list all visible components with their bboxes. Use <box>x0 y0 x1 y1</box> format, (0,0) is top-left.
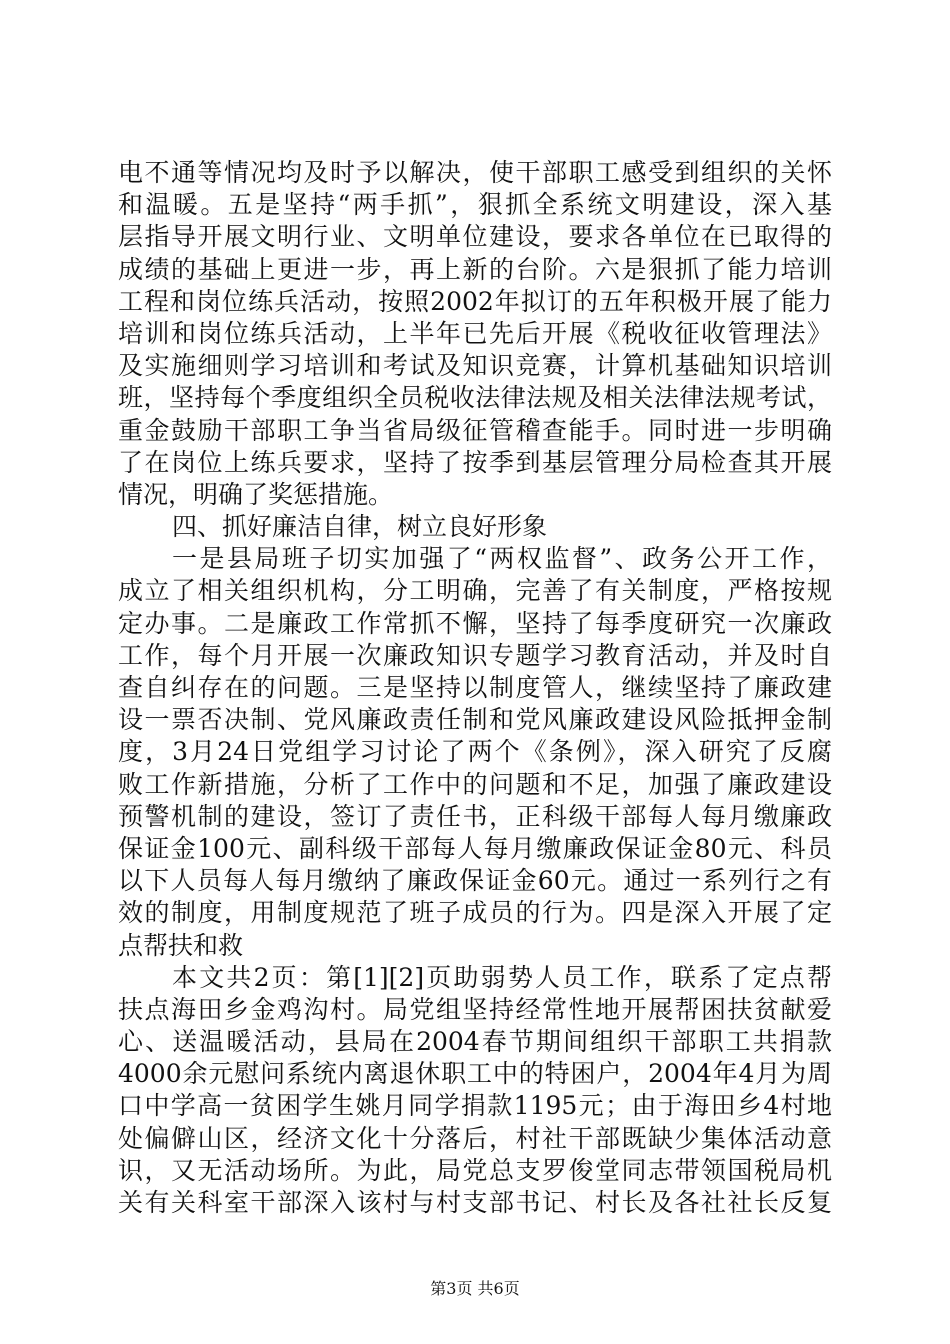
text-line: 班，坚持每个季度组织全员税收法律法规及相关法律法规考试， <box>118 383 832 413</box>
text-line: 保证金100元、副科级干部每人每月缴廉政保证金80元、科员 <box>118 833 832 863</box>
text-line: 培训和岗位练兵活动，上半年已先后开展《税收征收管理法》 <box>118 318 832 348</box>
text-line: 扶点海田乡金鸡沟村。局党组坚持经常性地开展帮困扶贫献爱 <box>118 994 832 1024</box>
text-line: 工程和岗位练兵活动，按照2002年拟订的五年积极开展了能力 <box>118 286 832 316</box>
text-line: 了在岗位上练兵要求，坚持了按季到基层管理分局检查其开展 <box>118 447 832 477</box>
text-line: 关有关科室干部深入该村与村支部书记、村长及各社社长反复 <box>118 1188 832 1217</box>
text-line: 点帮扶和救 <box>118 930 244 960</box>
text-line: 查自纠存在的问题。三是坚持以制度管人，继续坚持了廉政建 <box>118 673 832 702</box>
text-line: 设一票否决制、党风廉政责任制和党风廉政建设风险抵押金制 <box>118 705 832 735</box>
text-line: 度，3月24日党组学习讨论了两个《条例》，深入研究了反腐 <box>118 737 832 767</box>
text-line: 4000余元慰问系统内离退休职工中的特困户，2004年4月为周 <box>118 1059 832 1089</box>
text-line: 情况，明确了奖惩措施。 <box>118 479 394 509</box>
body-text <box>118 157 832 1219</box>
text-line: 一是县局班子切实加强了“两权监督”、政务公开工作， <box>172 544 832 574</box>
text-line: 及实施细则学习培训和考试及知识竞赛，计算机基础知识培训 <box>118 351 832 381</box>
text-line: 效的制度，用制度规范了班子成员的行为。四是深入开展了定 <box>118 898 832 928</box>
page-footer: 第3页 共6页 <box>430 1279 520 1298</box>
text-line: 和温暖。五是坚持“两手抓”，狠抓全系统文明建设，深入基 <box>118 190 832 220</box>
text-line: 以下人员每人每月缴纳了廉政保证金60元。通过一系列行之有 <box>118 866 832 896</box>
text-line: 本文共2页：第[1][2]页助弱势人员工作，联系了定点帮 <box>172 962 832 992</box>
text-line: 口中学高一贫困学生姚月同学捐款1195元；由于海田乡4村地 <box>118 1091 832 1121</box>
text-line: 预警机制的建设，签订了责任书，正科级干部每人每月缴廉政 <box>118 801 832 831</box>
text-line: 成绩的基础上更进一步，再上新的台阶。六是狠抓了能力培训 <box>118 254 832 284</box>
text-line: 四、抓好廉洁自律，树立良好形象 <box>172 512 548 542</box>
text-line: 重金鼓励干部职工争当省局级征管稽查能手。同时进一步明确 <box>118 415 832 445</box>
text-line: 层指导开展文明行业、文明单位建设，要求各单位在已取得的 <box>118 222 832 252</box>
text-line: 成立了相关组织机构，分工明确，完善了有关制度，严格按规 <box>118 576 832 606</box>
text-line: 心、送温暖活动，县局在2004春节期间组织干部职工共捐款 <box>118 1027 832 1057</box>
text-line: 败工作新措施，分析了工作中的问题和不足，加强了廉政建设 <box>118 769 832 799</box>
text-line: 电不通等情况均及时予以解决，使干部职工感受到组织的关怀 <box>118 158 832 187</box>
text-line: 处偏僻山区，经济文化十分落后，村社干部既缺少集体活动意 <box>118 1123 832 1153</box>
text-line: 识，又无活动场所。为此，局党总支罗俊堂同志带领国税局机 <box>118 1155 832 1185</box>
text-line: 工作，每个月开展一次廉政知识专题学习教育活动，并及时自 <box>118 640 832 670</box>
text-line: 定办事。二是廉政工作常抓不懈，坚持了每季度研究一次廉政 <box>118 608 832 638</box>
